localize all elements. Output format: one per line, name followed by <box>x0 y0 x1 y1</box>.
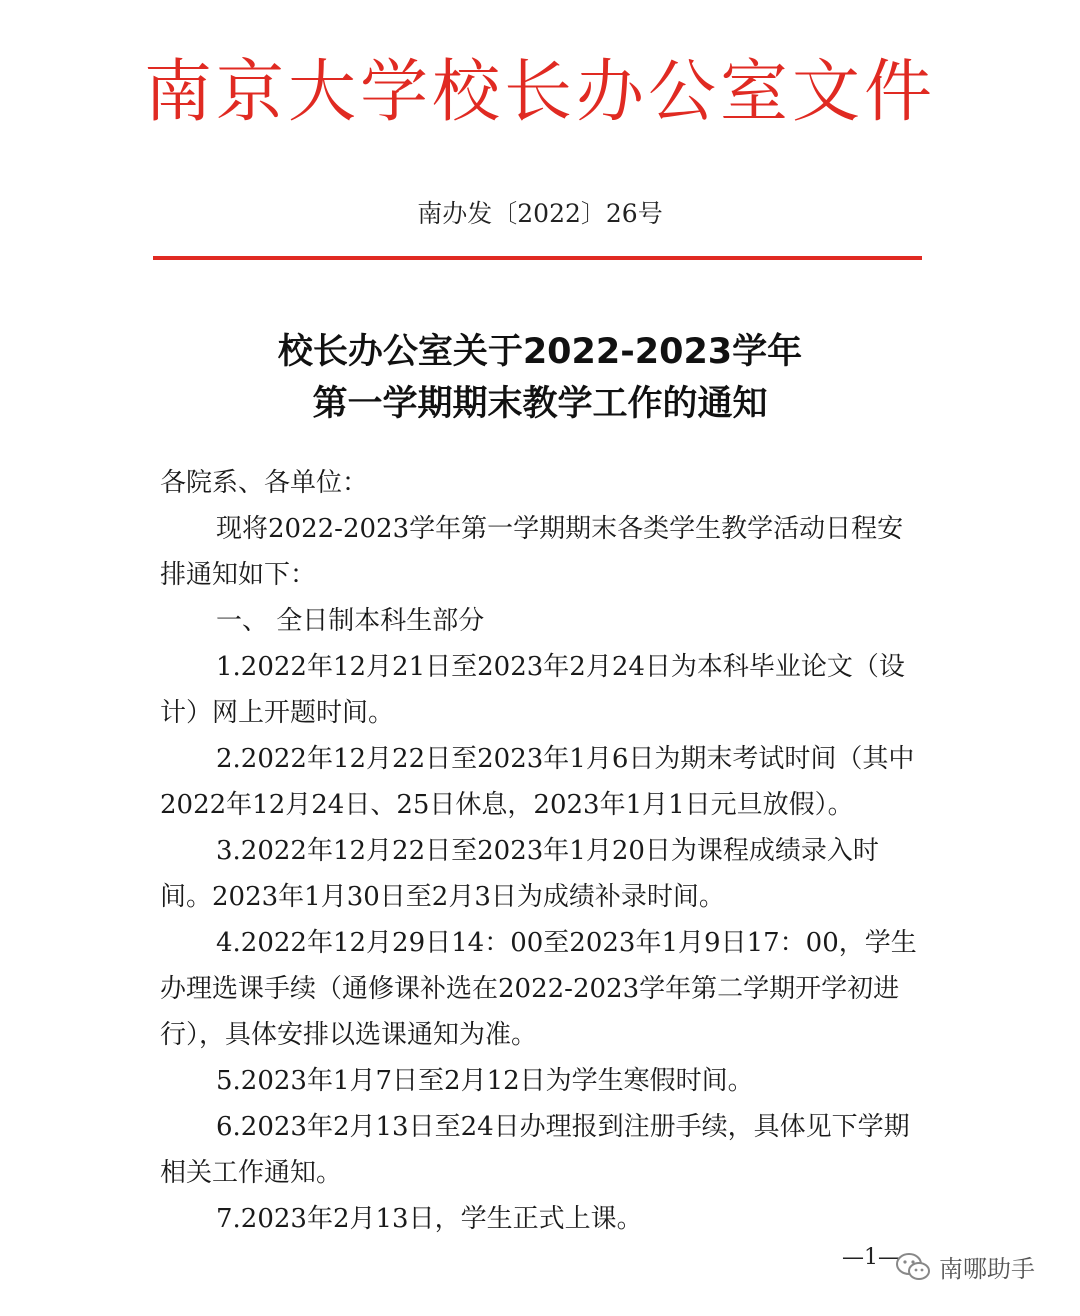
intro-paragraph: 现将2022-2023学年第一学期期末各类学生教学活动日程安排通知如下： <box>160 514 904 590</box>
red-divider-line <box>153 256 922 260</box>
salutation: 各院系、各单位： <box>160 468 369 498</box>
document-masthead: 南京大学校长办公室文件 <box>143 53 936 132</box>
notice-body <box>160 460 920 1242</box>
notice-title-line-2: 第一学期期末教学工作的通知 <box>312 384 768 424</box>
wechat-icon <box>895 1252 931 1282</box>
notice-title-line-1: 校长办公室关于2022-2023学年 <box>277 332 803 372</box>
list-item: 7.2023年2月13日，学生正式上课。 <box>216 1204 643 1234</box>
page-number: —1— <box>842 1245 900 1270</box>
list-item: 6.2023年2月13日至24日办理报到注册手续，具体见下学期相关工作通知。 <box>160 1112 910 1188</box>
list-item: 1.2022年12月21日至2023年2月24日为本科毕业论文（设计）网上开题时间。 <box>160 652 905 728</box>
list-item: 3.2022年12月22日至2023年1月20日为课程成绩录入时间。2023年1月30日至2月3日为成绩补录时间。 <box>160 836 879 912</box>
document-number: 南办发〔2022〕26号 <box>417 199 663 228</box>
section-heading: 一、 全日制本科生部分 <box>216 606 485 636</box>
list-item: 2.2022年12月22日至2023年1月6日为期末考试时间（其中2022年12月24日、25日休息，2023年1月1日元旦放假）。 <box>160 744 915 820</box>
watermark-label: 南哪助手 <box>939 1255 1035 1283</box>
wechat-watermark <box>895 1249 1035 1284</box>
list-item: 4.2022年12月29日14：00至2023年1月9日17：00，学生办理选课手续（通修课补选在2022-2023学年第二学期开学初进行），具体安排以选课通知为准。 <box>160 928 917 1050</box>
list-item: 5.2023年1月7日至2月12日为学生寒假时间。 <box>216 1066 754 1096</box>
notice-title <box>0 326 1080 430</box>
